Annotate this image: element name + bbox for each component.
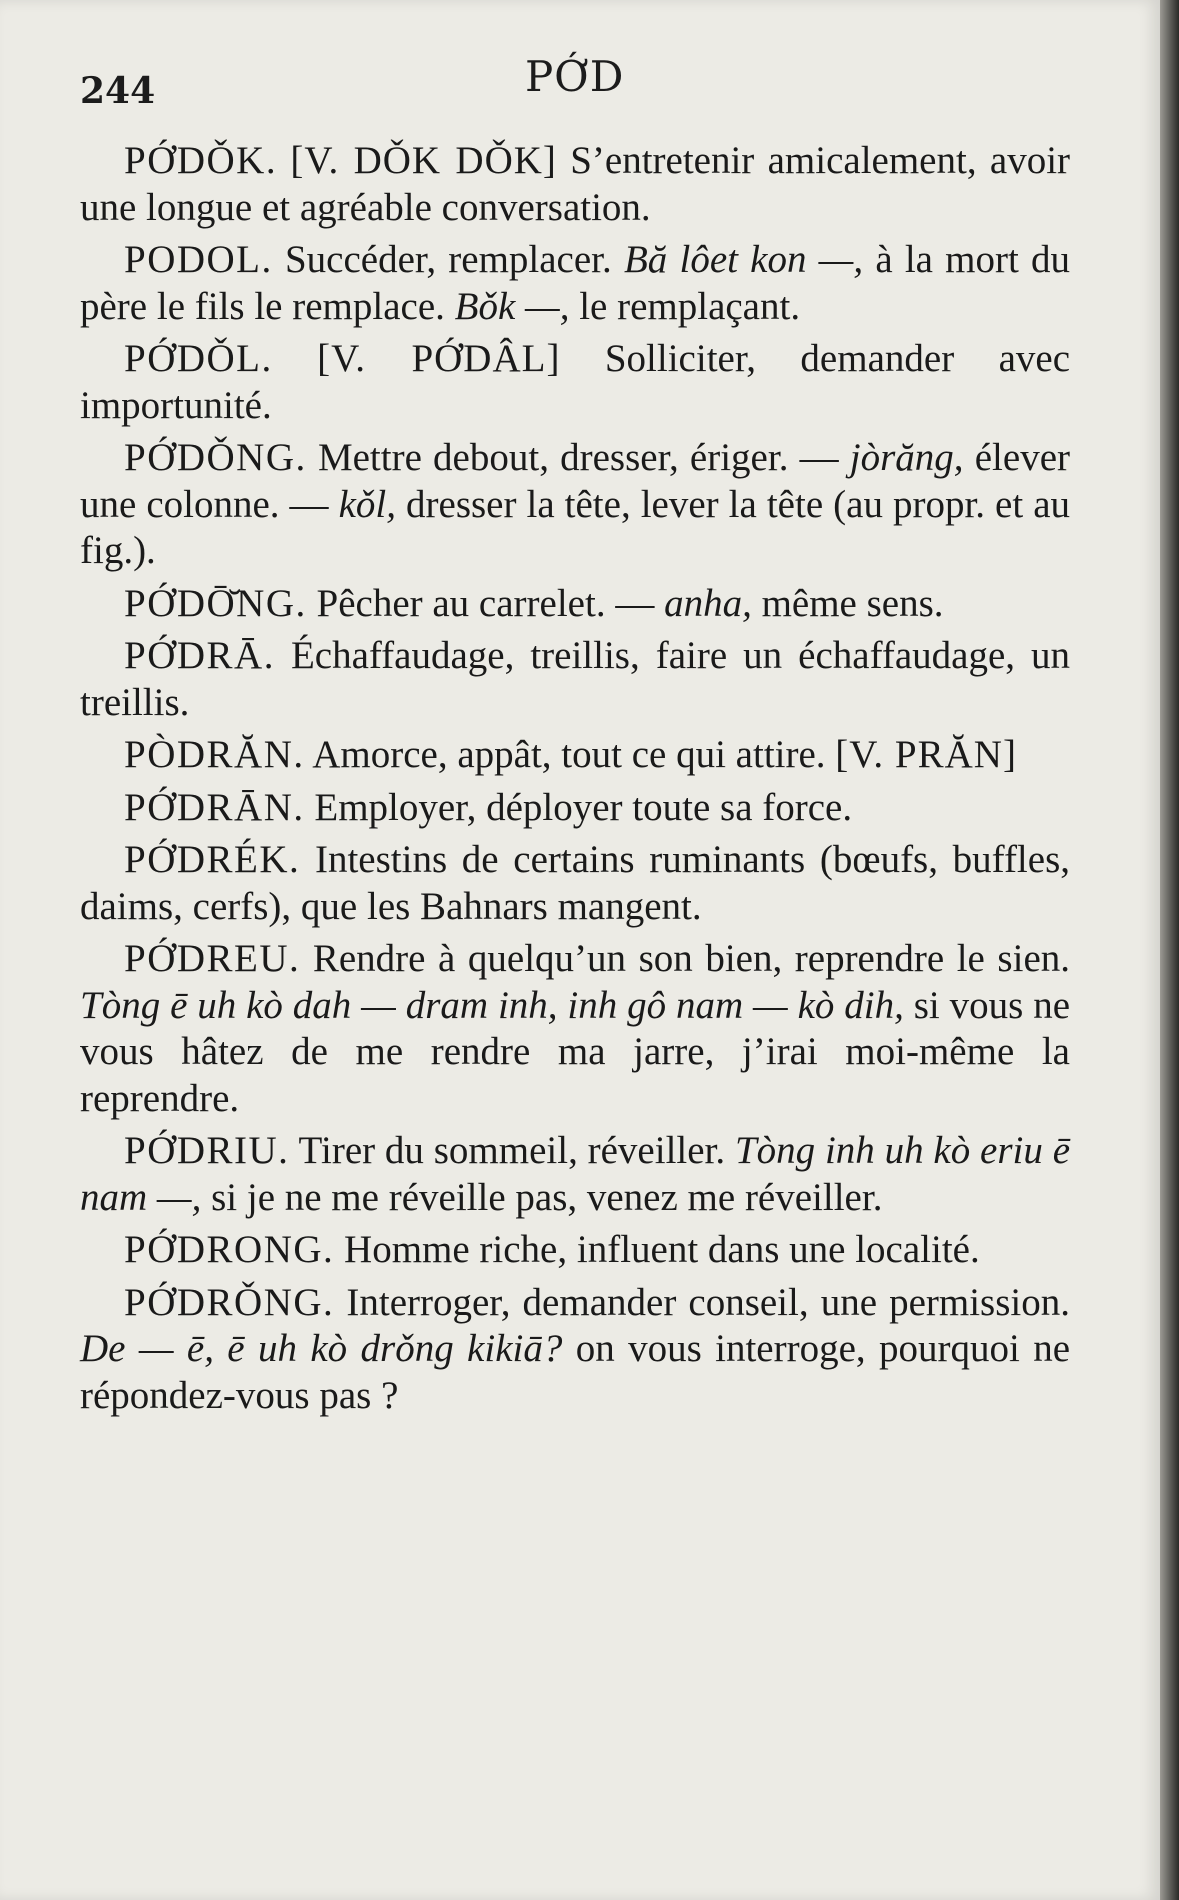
definition: Interroger, demander conseil, une permission. (346, 1280, 1070, 1324)
example: anha, (664, 581, 752, 625)
definition: Employer, déployer toute sa force. (314, 785, 853, 829)
headword: PODOL. (124, 238, 273, 281)
definition: si je ne me réveille pas, venez me réveiller. (211, 1175, 883, 1219)
cross-reference: [V. PRĂN] (835, 733, 1017, 776)
dictionary-entry (80, 1128, 1070, 1221)
dictionary-entries (80, 138, 1070, 1425)
cross-reference: [V. PỚDÂL] (317, 337, 561, 380)
dictionary-entry (80, 581, 1070, 628)
example: Bă lôet kon —, (623, 238, 864, 281)
dictionary-entry (80, 785, 1070, 832)
headword: PỚDRǑNG. (124, 1280, 335, 1324)
headword: PỚDRONG. (124, 1228, 335, 1271)
definition: si vous ne vous hâtez de me rendre ma jarre, j’irai moi-même la reprendre. (80, 983, 1070, 1120)
headword: PỚDRIU. (124, 1129, 290, 1172)
page-header (0, 52, 1160, 112)
definition: dresser la tête, lever la tête (au propr. et au fig.). (80, 482, 1071, 572)
cross-reference: [V. DǑK DǑK] (290, 139, 557, 182)
definition: même sens. (761, 581, 944, 625)
page-number: 244 (80, 70, 156, 112)
definition: Échaffaudage, treillis, faire un échaffaudage, un treillis. (80, 634, 1071, 724)
definition: le remplaçant. (579, 284, 801, 328)
definition: Succéder, remplacer. (284, 238, 612, 281)
example: jòrăng, (849, 436, 964, 479)
dictionary-entry (80, 138, 1070, 231)
definition: Amorce, appât, tout ce qui attire. (312, 733, 826, 776)
dictionary-entry (80, 633, 1070, 726)
definition: élever une colonne. — (80, 436, 1070, 526)
headword: PỚDRÉK. (124, 838, 301, 881)
example: De — ē, ē uh kò drǒng kikiā? (80, 1327, 563, 1370)
definition: Tirer du sommeil, réveiller. (298, 1129, 726, 1172)
headword: PỚDREU. (124, 937, 301, 980)
dictionary-entry (80, 1280, 1070, 1420)
example: Tòng ē uh kò dah — dram inh, inh gô nam — kò dih, (80, 983, 904, 1027)
headword: PÒDRĂN. (124, 733, 305, 776)
headword: PỚDǑL. (124, 337, 273, 380)
example: Bǒk —, (454, 284, 570, 328)
dictionary-entry (80, 336, 1070, 429)
definition: on vous interroge, pourquoi ne répondez-vous pas ? (80, 1327, 1070, 1417)
running-head: PỚD (525, 52, 625, 101)
dictionary-entry (80, 435, 1070, 575)
example: kǒl, (338, 482, 396, 526)
definition: Pêcher au carrelet. — (316, 581, 655, 625)
dictionary-entry (80, 732, 1070, 779)
definition: Homme riche, influent dans une localité. (344, 1228, 980, 1271)
definition: Rendre à quelqu’un son bien, reprendre le sien. (312, 937, 1070, 980)
headword: PỚDRĀ. (124, 634, 275, 677)
definition: S’entretenir amicalement, avoir une longue et agréable conversation. (80, 139, 1071, 229)
example: Tòng inh uh kò eriu ē nam —, (80, 1129, 1070, 1219)
definition: Solliciter, demander avec importunité. (80, 337, 1071, 427)
headword: PỚDŌ̆NG. (124, 581, 307, 625)
definition: à la mort du père le fils le remplace. (80, 238, 1071, 328)
headword: PỚDǑK. (124, 139, 278, 182)
dictionary-entry (80, 837, 1070, 930)
dictionary-entry (80, 1227, 1070, 1274)
dictionary-entry (80, 936, 1070, 1122)
headword: PỚDǑNG. (124, 436, 307, 479)
headword: PỚDRĀN. (124, 785, 305, 829)
dictionary-entry (80, 237, 1070, 330)
definition: Mettre debout, dresser, ériger. — (317, 436, 839, 479)
definition: Intestins de certains ruminants (bœufs, buffles, daims, cerfs), que les Bahnars mangent. (80, 838, 1071, 928)
page-edge (1160, 0, 1179, 1900)
